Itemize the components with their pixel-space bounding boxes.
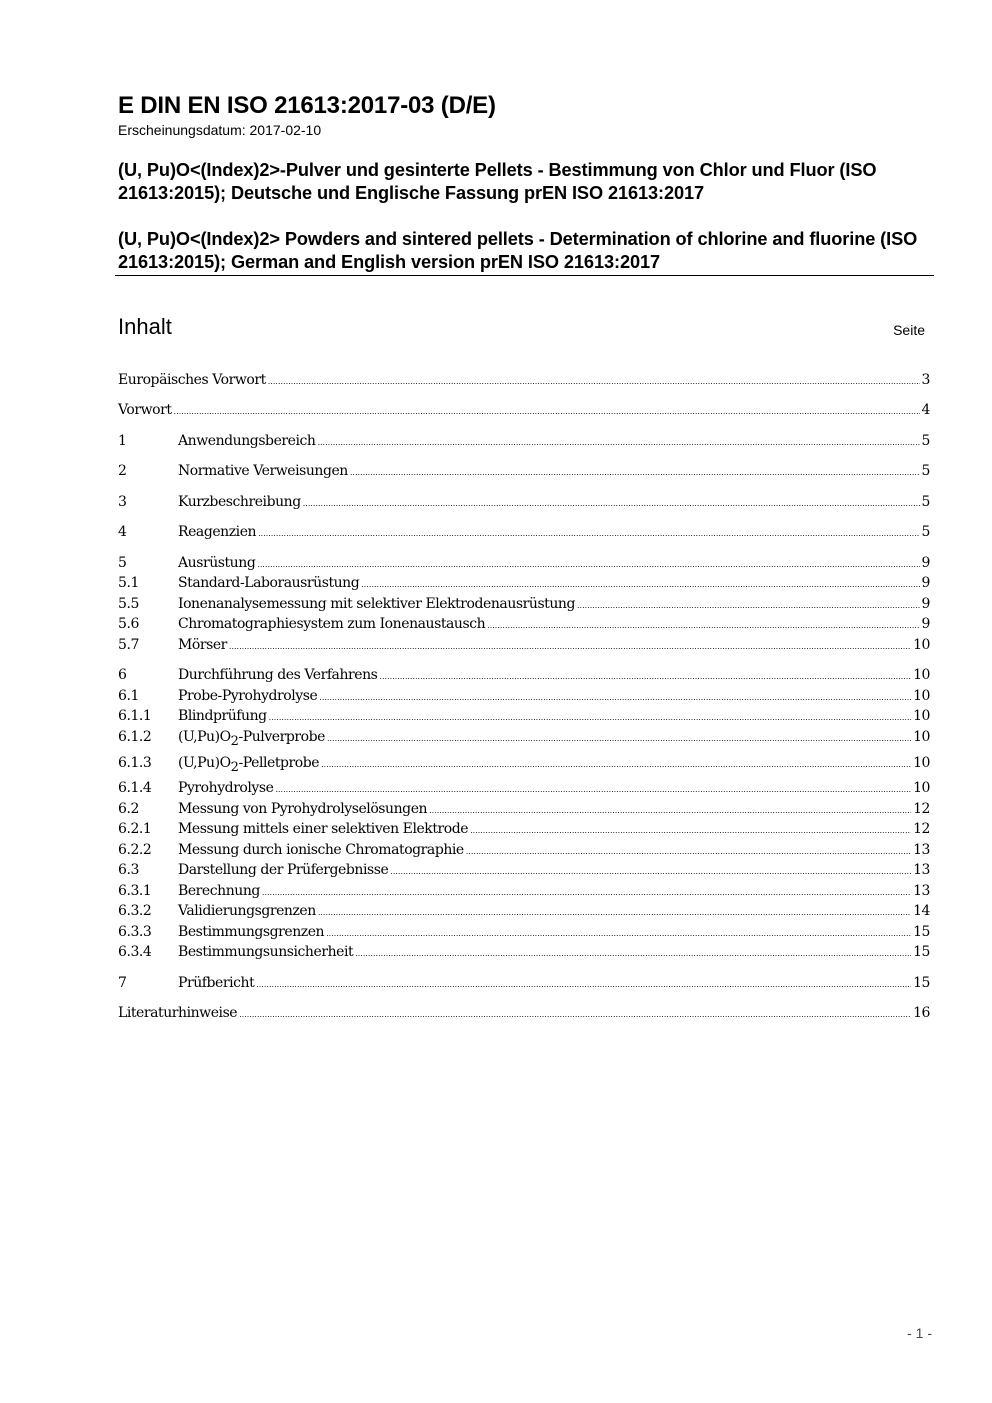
toc-entry-title: Validierungsgrenzen (178, 903, 316, 919)
toc-entry-page: 4 (921, 402, 930, 418)
toc-entry-title: Bestimmungsgrenzen (178, 924, 325, 940)
toc-entry-title: Literaturhinweise (118, 1005, 238, 1021)
toc-page-column-label: Seite (893, 322, 925, 338)
toc-entry-title: $(U,Pu)O_2$-Pulverprobe (178, 729, 325, 749)
toc-entry-number: 6.3.4 (118, 944, 152, 960)
toc-entry-title: Normative Verweisungen (178, 463, 348, 479)
toc-entry[interactable] (118, 524, 930, 544)
toc-entry-title: Berechnung (178, 883, 260, 899)
toc-entry-page: 9 (921, 575, 930, 591)
toc-entry-page: 9 (921, 555, 930, 571)
toc-leader-dots (317, 433, 919, 449)
toc-entry-title: Anwendungsbereich (178, 433, 316, 449)
toc-entry-page: 10 (913, 637, 930, 653)
toc-entry[interactable] (118, 688, 930, 708)
toc-entry[interactable] (118, 903, 930, 923)
toc-leader-dots (257, 555, 919, 571)
toc-entry-page: 15 (913, 924, 930, 940)
toc-leader-dots (577, 596, 920, 612)
toc-entry-number: 5.6 (118, 616, 139, 632)
toc-entry-title: Bestimmungsunsicherheit (178, 944, 354, 960)
toc-entry-page: 12 (913, 821, 930, 837)
toc-entry-page: 13 (913, 883, 930, 899)
toc-leader-dots (321, 755, 911, 771)
toc-entry-page: 10 (913, 780, 930, 796)
toc-entry-title: Messung von Pyrohydrolyselösungen (178, 801, 428, 817)
toc-entry-number: 5.5 (118, 596, 139, 612)
toc-entry-number: 2 (118, 463, 127, 479)
toc-entry-page: 9 (921, 596, 930, 612)
toc-entry[interactable] (118, 616, 930, 636)
toc-entry-title: Mörser (178, 637, 227, 653)
toc-leader-dots (350, 463, 920, 479)
toc-entry-number: 6.1.4 (118, 780, 152, 796)
toc-entry-page: 5 (921, 524, 930, 540)
toc-entry-page: 15 (913, 975, 930, 991)
toc-leader-dots (466, 842, 911, 858)
toc-entry-page: 16 (913, 1005, 930, 1021)
toc-entry-title: Europäisches Vorwort (118, 372, 266, 388)
toc-entry-page: 13 (913, 842, 930, 858)
toc-entry[interactable] (118, 801, 930, 821)
toc-leader-dots (390, 862, 911, 878)
toc-entry[interactable] (118, 729, 930, 749)
toc-leader-dots (319, 688, 911, 704)
toc-leader-dots (355, 944, 911, 960)
toc-leader-dots (318, 903, 911, 919)
toc-leader-dots (239, 1005, 911, 1021)
toc-entry-page: 10 (913, 755, 930, 771)
title-english: (U, Pu)O<(Index)2> Powders and sintered pellets - Determination of chlorine and fluorine (ISO 21613:2015); German and English version prEN ISO 21613:2017 (118, 229, 918, 272)
toc-entry-number: 6.3 (118, 862, 139, 878)
toc-entry[interactable] (118, 755, 930, 775)
toc-entry-page: 5 (921, 433, 930, 449)
toc-entry-title: Reagenzien (178, 524, 257, 540)
toc-entry-number: 6.1.2 (118, 729, 152, 745)
toc-entry-page: 10 (913, 729, 930, 745)
toc-leader-dots (470, 821, 911, 837)
toc-entry-title: Darstellung der Prüfergebnisse (178, 862, 389, 878)
toc-entry[interactable] (118, 944, 930, 964)
toc-entry[interactable] (118, 842, 930, 862)
toc-entry[interactable] (118, 821, 930, 841)
toc-entry-number: 1 (118, 433, 127, 449)
toc-entry[interactable] (118, 708, 930, 728)
toc-entry[interactable] (118, 1005, 930, 1025)
toc-entry-page: 15 (913, 944, 930, 960)
publication-date: Erscheinungsdatum: 2017-02-10 (118, 122, 322, 138)
toc-leader-dots (326, 924, 911, 940)
toc-entry[interactable] (118, 667, 930, 687)
toc-entry[interactable] (118, 494, 930, 514)
toc-entry-number: 5 (118, 555, 127, 571)
toc-entry-title: Messung mittels einer selektiven Elektrode (178, 821, 469, 837)
toc-entry[interactable] (118, 402, 930, 422)
toc-leader-dots (268, 372, 920, 388)
toc-entry-title: Durchführung des Verfahrens (178, 667, 378, 683)
toc-entry-page: 5 (921, 463, 930, 479)
toc-entry-number: 3 (118, 494, 127, 510)
toc-entry-title: Messung durch ionische Chromatographie (178, 842, 464, 858)
toc-entry[interactable] (118, 975, 930, 995)
toc-heading: Inhalt (118, 314, 172, 339)
toc-entry-page: 9 (921, 616, 930, 632)
toc-entry-page: 12 (913, 801, 930, 817)
toc-entry-number: 7 (118, 975, 127, 991)
toc-leader-dots (303, 494, 920, 510)
toc-entry[interactable] (118, 862, 930, 882)
toc-entry-number: 6.2 (118, 801, 139, 817)
toc-leader-dots (229, 637, 911, 653)
toc-entry-number: 6.3.2 (118, 903, 152, 919)
toc-entry[interactable] (118, 372, 930, 392)
toc-entry[interactable] (118, 555, 930, 575)
title-german: (U, Pu)O<(Index)2>-Pulver und gesinterte Pellets - Bestimmung von Chlor und Fluor (ISO 21613:2015); Deutsche und Englische Fassung prEN ISO 21613:2017 (118, 160, 877, 203)
toc-leader-dots (269, 708, 911, 724)
toc-entry-number: 6.1.1 (118, 708, 152, 724)
toc-entry-title: Ionenanalysemessung mit selektiver Elektrodenausrüstung (178, 596, 575, 612)
toc-entry-number: 5.1 (118, 575, 139, 591)
toc-entry-number: 6.1 (118, 688, 139, 704)
toc-entry-number: 5.7 (118, 637, 139, 653)
toc-entry-page: 10 (913, 688, 930, 704)
toc-entry[interactable] (118, 637, 930, 657)
toc-entry[interactable] (118, 575, 930, 595)
toc-entry-number: 6.2.1 (118, 821, 152, 837)
toc-leader-dots (487, 616, 919, 632)
toc-entry-title: Prüfbericht (178, 975, 255, 991)
header-divider (115, 275, 934, 276)
toc-entry-title: Blindprüfung (178, 708, 267, 724)
toc-entry-page: 5 (921, 494, 930, 510)
toc-entry-title: Kurzbeschreibung (178, 494, 301, 510)
toc-leader-dots (429, 801, 911, 817)
toc-leader-dots (174, 402, 920, 418)
toc-entry-page: 10 (913, 708, 930, 724)
toc-entry-title: $(U,Pu)O_2$-Pelletprobe (178, 755, 320, 775)
toc-entry-number: 6.2.2 (118, 842, 152, 858)
toc-entry-subscript: 2 (230, 733, 239, 749)
toc-entry[interactable] (118, 433, 930, 453)
toc-entry-page: 14 (913, 903, 930, 919)
toc-leader-dots (262, 883, 911, 899)
toc-entry[interactable] (118, 924, 930, 944)
toc-entry-number: 6.3.3 (118, 924, 152, 940)
toc-entry-page: 3 (921, 372, 930, 388)
toc-entry-title: Ausrüstung (178, 555, 256, 571)
toc-entry-number: 6.3.1 (118, 883, 152, 899)
toc-leader-dots (256, 975, 911, 991)
toc-entry[interactable] (118, 463, 930, 483)
toc-entry[interactable] (118, 883, 930, 903)
toc-entry-number: 4 (118, 524, 127, 540)
toc-entry-title: Chromatographiesystem zum Ionenaustausch (178, 616, 486, 632)
page-number: - 1 - (907, 1325, 932, 1341)
toc-leader-dots (327, 729, 911, 745)
toc-entry-page: 10 (913, 667, 930, 683)
toc-entry[interactable] (118, 596, 930, 616)
toc-entry-number: 6.1.3 (118, 755, 152, 771)
toc-entry-title: Pyrohydrolyse (178, 780, 274, 796)
toc-leader-dots (361, 575, 919, 591)
toc-entry-page: 13 (913, 862, 930, 878)
toc-entry-subscript: 2 (230, 759, 239, 775)
toc-entry-title: Vorwort (118, 402, 172, 418)
toc-leader-dots (258, 524, 919, 540)
toc-entry-number: 6 (118, 667, 127, 683)
toc-leader-dots (275, 780, 911, 796)
document-title: E DIN EN ISO 21613:2017-03 (D/E) (118, 92, 496, 119)
toc-entry-title: Standard-Laborausrüstung (178, 575, 360, 591)
toc-entry[interactable] (118, 780, 930, 800)
toc-leader-dots (379, 667, 911, 683)
toc-entry-title: Probe-Pyrohydrolyse (178, 688, 318, 704)
